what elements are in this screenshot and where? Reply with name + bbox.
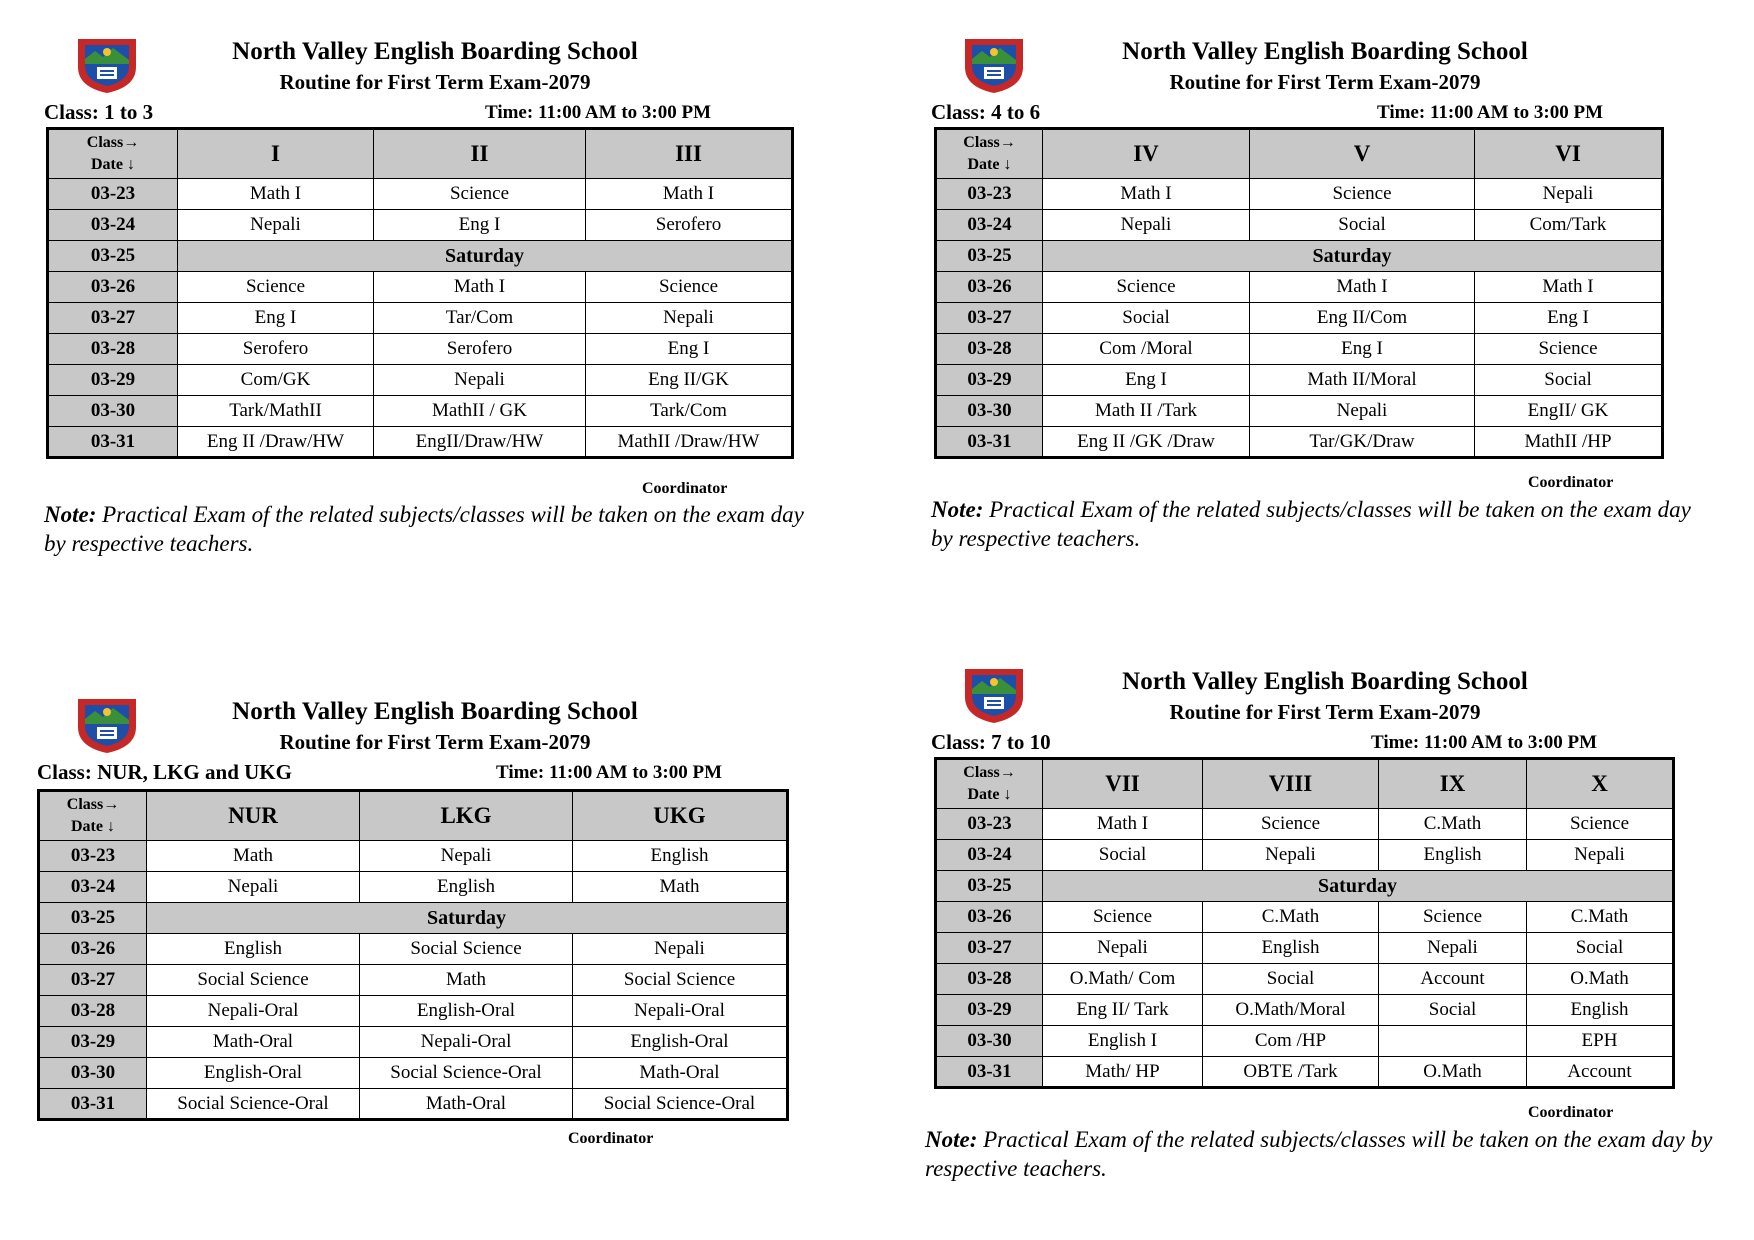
- subject-cell: C.Math: [1527, 902, 1674, 933]
- table-row: [39, 872, 788, 903]
- coordinator-label: Coordinator: [568, 1130, 654, 1147]
- subject-cell: Nepali: [1475, 179, 1663, 210]
- school-name: North Valley English Boarding School: [1122, 38, 1528, 65]
- subject-cell: O.Math/Moral: [1203, 995, 1379, 1026]
- exam-subtitle: Routine for First Term Exam-2079: [279, 70, 591, 94]
- table-row: [936, 365, 1663, 396]
- subject-cell: Math II /Tark: [1043, 396, 1250, 427]
- subject-cell: English: [1203, 933, 1379, 964]
- corner-date-label: Date ↓: [967, 156, 1012, 173]
- subject-cell: Science: [178, 272, 374, 303]
- date-cell: 03-28: [48, 334, 178, 365]
- subject-cell: Science: [1043, 902, 1203, 933]
- subject-cell: Math II/Moral: [1250, 365, 1475, 396]
- class-label: Class: 1 to 3: [44, 100, 154, 124]
- exam-subtitle: Routine for First Term Exam-2079: [279, 730, 591, 754]
- note-prefix: Note:: [931, 497, 984, 522]
- table-row: [48, 365, 793, 396]
- date-cell: 03-27: [936, 303, 1043, 334]
- subject-cell: Social Science: [360, 934, 573, 965]
- date-cell: 03-31: [936, 1057, 1043, 1088]
- practical-note: [925, 1125, 1725, 1183]
- subject-cell: Nepali: [374, 365, 586, 396]
- routine-table: [46, 127, 794, 459]
- date-cell: 03-26: [48, 272, 178, 303]
- subject-cell: Math I: [374, 272, 586, 303]
- school-logo-icon: [957, 33, 1031, 95]
- subject-cell: English: [1379, 840, 1527, 871]
- holiday-cell: Saturday: [178, 241, 793, 272]
- class-column-header: IV: [1043, 129, 1250, 179]
- corner-date-label: Date ↓: [71, 818, 115, 835]
- subject-cell: Math I: [178, 179, 374, 210]
- table-row: [936, 995, 1674, 1026]
- class-column-header: VI: [1475, 129, 1663, 179]
- subject-cell: Social: [1475, 365, 1663, 396]
- table-row: [48, 179, 793, 210]
- subject-cell: Nepali-Oral: [360, 1027, 573, 1058]
- table-row: [936, 902, 1674, 933]
- date-cell: 03-29: [39, 1027, 147, 1058]
- subject-cell: Nepali: [1043, 210, 1250, 241]
- subject-cell: Social: [1527, 933, 1674, 964]
- date-cell: 03-25: [936, 871, 1043, 902]
- subject-cell: Nepali: [573, 934, 788, 965]
- subject-cell: Tark/Com: [586, 396, 793, 427]
- note-prefix: Note:: [925, 1127, 978, 1152]
- school-name: North Valley English Boarding School: [232, 698, 638, 725]
- subject-cell: Eng I: [1475, 303, 1663, 334]
- table-row: [48, 303, 793, 334]
- table-row: [48, 334, 793, 365]
- table-row: [48, 241, 793, 272]
- class-column-header: II: [374, 129, 586, 179]
- subject-cell: Social: [1379, 995, 1527, 1026]
- note-text: Practical Exam of the related subjects/classes will be taken on the exam day by respective teachers.: [931, 497, 1691, 551]
- table-row: [936, 303, 1663, 334]
- subject-cell: Math I: [1043, 179, 1250, 210]
- date-cell: 03-31: [48, 427, 178, 458]
- subject-cell: Nepali-Oral: [147, 996, 360, 1027]
- date-cell: 03-26: [39, 934, 147, 965]
- subject-cell: EngII/Draw/HW: [374, 427, 586, 458]
- subject-cell: MathII / GK: [374, 396, 586, 427]
- class-label: Class: NUR, LKG and UKG: [37, 760, 292, 784]
- corner-header: [48, 129, 178, 179]
- time-label: Time: 11:00 AM to 3:00 PM: [485, 102, 712, 123]
- subject-cell: Social Science-Oral: [147, 1089, 360, 1120]
- date-cell: 03-31: [936, 427, 1043, 458]
- date-cell: 03-28: [936, 964, 1043, 995]
- routine-table: [37, 789, 789, 1121]
- corner-header: [39, 791, 147, 841]
- subject-cell: Math I: [586, 179, 793, 210]
- subject-cell: Eng II /Draw/HW: [178, 427, 374, 458]
- subject-cell: Science: [1379, 902, 1527, 933]
- class-column-header: NUR: [147, 791, 360, 841]
- subject-cell: Nepali: [586, 303, 793, 334]
- subject-cell: Eng I: [374, 210, 586, 241]
- school-logo-icon: [957, 663, 1031, 725]
- subject-cell: Math I: [1475, 272, 1663, 303]
- table-row: [936, 871, 1674, 902]
- date-cell: 03-23: [48, 179, 178, 210]
- date-cell: 03-30: [936, 396, 1043, 427]
- date-cell: 03-25: [48, 241, 178, 272]
- subject-cell: Science: [374, 179, 586, 210]
- holiday-cell: Saturday: [1043, 871, 1674, 902]
- subject-cell: Account: [1527, 1057, 1674, 1088]
- exam-subtitle: Routine for First Term Exam-2079: [1169, 70, 1481, 94]
- subject-cell: C.Math: [1203, 902, 1379, 933]
- table-row: [48, 427, 793, 458]
- subject-cell: EPH: [1527, 1026, 1674, 1057]
- table-row: [39, 1027, 788, 1058]
- subject-cell: C.Math: [1379, 809, 1527, 840]
- subject-cell: Tar/Com: [374, 303, 586, 334]
- date-cell: 03-29: [936, 365, 1043, 396]
- table-row: [39, 1089, 788, 1120]
- table-row: [936, 1057, 1674, 1088]
- subject-cell: Math: [147, 841, 360, 872]
- subject-cell: Nepali-Oral: [573, 996, 788, 1027]
- corner-class-label: Class→: [963, 134, 1016, 151]
- subject-cell: English: [147, 934, 360, 965]
- subject-cell: Eng II /GK /Draw: [1043, 427, 1250, 458]
- table-header-row: [39, 791, 788, 841]
- subject-cell: Com /HP: [1203, 1026, 1379, 1057]
- table-row: [39, 996, 788, 1027]
- date-cell: 03-30: [936, 1026, 1043, 1057]
- date-cell: 03-25: [936, 241, 1043, 272]
- subject-cell: Science: [1250, 179, 1475, 210]
- practical-note: [931, 495, 1691, 553]
- date-cell: 03-24: [39, 872, 147, 903]
- date-cell: 03-24: [936, 210, 1043, 241]
- table-row: [39, 934, 788, 965]
- table-row: [48, 210, 793, 241]
- subject-cell: Science: [1043, 272, 1250, 303]
- note-prefix: Note:: [44, 502, 97, 527]
- class-column-header: VIII: [1203, 759, 1379, 809]
- school-name: North Valley English Boarding School: [1122, 668, 1528, 695]
- subject-cell: Social Science: [147, 965, 360, 996]
- date-cell: 03-30: [48, 396, 178, 427]
- corner-header: [936, 129, 1043, 179]
- subject-cell: Tar/GK/Draw: [1250, 427, 1475, 458]
- date-cell: 03-24: [48, 210, 178, 241]
- time-label: Time: 11:00 AM to 3:00 PM: [496, 762, 723, 783]
- class-column-header: X: [1527, 759, 1674, 809]
- subject-cell: Nepali: [1527, 840, 1674, 871]
- table-row: [936, 840, 1674, 871]
- subject-cell: Eng I: [178, 303, 374, 334]
- subject-cell: O.Math/ Com: [1043, 964, 1203, 995]
- subject-cell: Social Science: [573, 965, 788, 996]
- date-cell: 03-28: [39, 996, 147, 1027]
- subject-cell: MathII /HP: [1475, 427, 1663, 458]
- table-row: [39, 1058, 788, 1089]
- corner-header: [936, 759, 1043, 809]
- school-logo-icon: [70, 693, 144, 755]
- coordinator-label: Coordinator: [1528, 1104, 1614, 1121]
- subject-cell: Nepali: [1379, 933, 1527, 964]
- subject-cell: O.Math: [1379, 1057, 1527, 1088]
- subject-cell: Science: [1475, 334, 1663, 365]
- table-row: [39, 903, 788, 934]
- subject-cell: Eng I: [1250, 334, 1475, 365]
- coordinator-label: Coordinator: [642, 480, 728, 497]
- table-row: [936, 272, 1663, 303]
- date-cell: 03-23: [936, 179, 1043, 210]
- time-label: Time: 11:00 AM to 3:00 PM: [1377, 102, 1604, 123]
- date-cell: 03-31: [39, 1089, 147, 1120]
- table-row: [936, 210, 1663, 241]
- subject-cell: Social Science-Oral: [360, 1058, 573, 1089]
- subject-cell: English-Oral: [147, 1058, 360, 1089]
- table-row: [936, 241, 1663, 272]
- table-row: [936, 427, 1663, 458]
- holiday-cell: Saturday: [1043, 241, 1663, 272]
- date-cell: 03-24: [936, 840, 1043, 871]
- subject-cell: Com/GK: [178, 365, 374, 396]
- subject-cell: Account: [1379, 964, 1527, 995]
- subject-cell: English: [573, 841, 788, 872]
- holiday-cell: Saturday: [147, 903, 788, 934]
- class-column-header: III: [586, 129, 793, 179]
- subject-cell: Serofero: [586, 210, 793, 241]
- class-column-header: I: [178, 129, 374, 179]
- class-label: Class: 7 to 10: [931, 730, 1051, 754]
- exam-subtitle: Routine for First Term Exam-2079: [1169, 700, 1481, 724]
- date-cell: 03-27: [39, 965, 147, 996]
- class-column-header: IX: [1379, 759, 1527, 809]
- table-header-row: [936, 759, 1674, 809]
- date-cell: 03-27: [48, 303, 178, 334]
- class-column-header: VII: [1043, 759, 1203, 809]
- subject-cell: Science: [1203, 809, 1379, 840]
- corner-class-label: Class→: [963, 764, 1016, 781]
- subject-cell: English-Oral: [573, 1027, 788, 1058]
- subject-cell: Math I: [1250, 272, 1475, 303]
- date-cell: 03-29: [936, 995, 1043, 1026]
- corner-date-label: Date ↓: [91, 156, 135, 173]
- date-cell: 03-28: [936, 334, 1043, 365]
- subject-cell: English: [360, 872, 573, 903]
- subject-cell: Nepali: [360, 841, 573, 872]
- subject-cell: Eng I: [1043, 365, 1250, 396]
- table-row: [39, 965, 788, 996]
- subject-cell: Eng I: [586, 334, 793, 365]
- date-cell: 03-23: [39, 841, 147, 872]
- subject-cell: Social: [1043, 303, 1250, 334]
- subject-cell: MathII /Draw/HW: [586, 427, 793, 458]
- practical-note: [44, 500, 804, 558]
- class-column-header: V: [1250, 129, 1475, 179]
- subject-cell: Math I: [1043, 809, 1203, 840]
- subject-cell: [1379, 1026, 1527, 1057]
- corner-class-label: Class→: [86, 134, 140, 151]
- note-text: Practical Exam of the related subjects/classes will be taken on the exam day by respective teachers.: [44, 502, 804, 556]
- class-column-header: UKG: [573, 791, 788, 841]
- subject-cell: Serofero: [374, 334, 586, 365]
- routine-table: [934, 127, 1664, 459]
- subject-cell: English I: [1043, 1026, 1203, 1057]
- subject-cell: Math: [360, 965, 573, 996]
- subject-cell: Eng II/GK: [586, 365, 793, 396]
- subject-cell: Math-Oral: [147, 1027, 360, 1058]
- time-label: Time: 11:00 AM to 3:00 PM: [1371, 732, 1598, 753]
- subject-cell: English-Oral: [360, 996, 573, 1027]
- subject-cell: Nepali: [1250, 396, 1475, 427]
- date-cell: 03-26: [936, 902, 1043, 933]
- note-text: Practical Exam of the related subjects/classes will be taken on the exam day by respective teachers.: [925, 1127, 1713, 1181]
- table-row: [39, 841, 788, 872]
- table-row: [936, 964, 1674, 995]
- table-row: [936, 179, 1663, 210]
- subject-cell: Nepali: [178, 210, 374, 241]
- table-row: [936, 1026, 1674, 1057]
- date-cell: 03-29: [48, 365, 178, 396]
- table-row: [936, 396, 1663, 427]
- subject-cell: Nepali: [1043, 933, 1203, 964]
- subject-cell: Nepali: [147, 872, 360, 903]
- subject-cell: Math-Oral: [360, 1089, 573, 1120]
- class-label: Class: 4 to 6: [931, 100, 1041, 124]
- class-column-header: LKG: [360, 791, 573, 841]
- subject-cell: English: [1527, 995, 1674, 1026]
- table-row: [936, 933, 1674, 964]
- subject-cell: Math: [573, 872, 788, 903]
- subject-cell: O.Math: [1527, 964, 1674, 995]
- subject-cell: Com/Tark: [1475, 210, 1663, 241]
- subject-cell: Math/ HP: [1043, 1057, 1203, 1088]
- date-cell: 03-26: [936, 272, 1043, 303]
- table-row: [936, 334, 1663, 365]
- table-row: [936, 809, 1674, 840]
- subject-cell: Science: [586, 272, 793, 303]
- subject-cell: Tark/MathII: [178, 396, 374, 427]
- subject-cell: Eng II/ Tark: [1043, 995, 1203, 1026]
- table-row: [48, 396, 793, 427]
- coordinator-label: Coordinator: [1528, 474, 1614, 491]
- subject-cell: Nepali: [1203, 840, 1379, 871]
- subject-cell: Social: [1203, 964, 1379, 995]
- subject-cell: OBTE /Tark: [1203, 1057, 1379, 1088]
- corner-class-label: Class→: [66, 796, 120, 813]
- table-row: [48, 272, 793, 303]
- subject-cell: Serofero: [178, 334, 374, 365]
- subject-cell: Social: [1250, 210, 1475, 241]
- school-logo-icon: [70, 33, 144, 95]
- school-name: North Valley English Boarding School: [232, 38, 638, 65]
- table-header-row: [48, 129, 793, 179]
- subject-cell: Eng II/Com: [1250, 303, 1475, 334]
- subject-cell: Science: [1527, 809, 1674, 840]
- corner-date-label: Date ↓: [967, 786, 1012, 803]
- subject-cell: Social: [1043, 840, 1203, 871]
- date-cell: 03-23: [936, 809, 1043, 840]
- routine-table: [934, 757, 1675, 1089]
- subject-cell: Com /Moral: [1043, 334, 1250, 365]
- subject-cell: Social Science-Oral: [573, 1089, 788, 1120]
- table-header-row: [936, 129, 1663, 179]
- date-cell: 03-25: [39, 903, 147, 934]
- subject-cell: Math-Oral: [573, 1058, 788, 1089]
- subject-cell: EngII/ GK: [1475, 396, 1663, 427]
- date-cell: 03-30: [39, 1058, 147, 1089]
- date-cell: 03-27: [936, 933, 1043, 964]
